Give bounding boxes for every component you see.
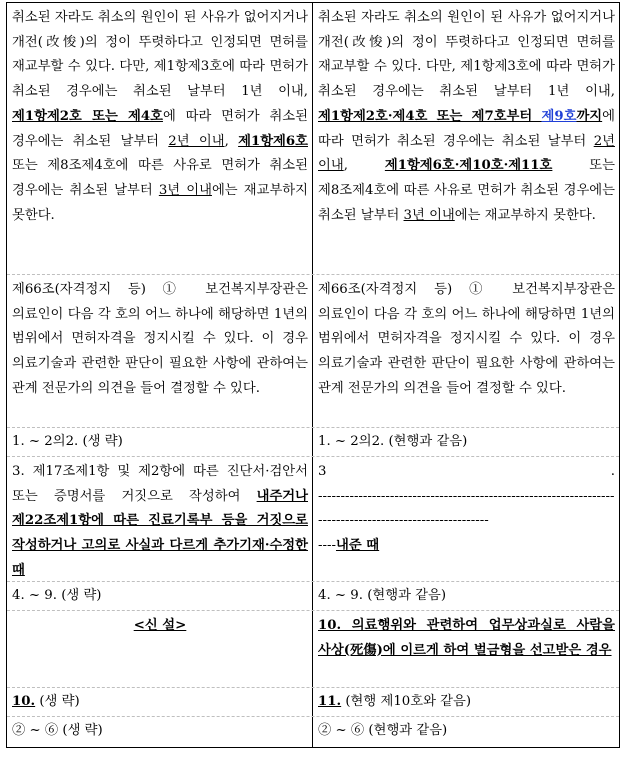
revised-text-cell: 1. ~ 2의2. (현행과 같음) <box>318 434 468 449</box>
underlined-text: 3년 이내 <box>403 207 455 223</box>
revised-text-cell <box>313 611 619 687</box>
revised-text-cell <box>313 3 619 274</box>
current-text-cell <box>7 457 313 581</box>
underlined-text: 2년 이내 <box>168 133 225 149</box>
underlined-text: 내준 때 <box>335 538 380 554</box>
revised-text-cell <box>313 457 619 581</box>
underlined-text: 2년 이내 <box>318 133 615 174</box>
current-text-cell: 4. ~ 9. (생 략) <box>7 582 313 610</box>
text-segment: (현행 제10호와 같음) <box>341 694 472 709</box>
table-row <box>7 688 619 717</box>
text-segment: 에 따라 면허가 취소된 경우에는 취소된 날부터 <box>12 108 308 149</box>
unchanged-text-dashes: -------------------------------------------------------------------------------------------------------- <box>318 488 615 529</box>
table-row <box>7 457 619 582</box>
revised-text-cell: ② ~ ⑥ (현행과 같음) <box>318 723 448 738</box>
text-segment: 3. 제17조제1항 및 제2항에 따른 진단서·검안서 또는 증명서를 거짓으로 작성하여 <box>12 464 308 504</box>
revised-text-cell: 제66조(자격정지 등) ① 보건복지부장관은 의료인이 다음 각 호의 어느 하나에 해당하면 1년의 범위에서 면허자격을 정지시킬 수 있다. 이 경우 의료기술과 관련한 판단이 필요한 사항에 관하여는 관계 전문가의 의견을 들어 결정할 수 있다. <box>318 282 615 396</box>
table-row <box>7 3 619 275</box>
revised-text-cell: 4. ~ 9. (현행과 같음) <box>318 588 447 603</box>
table-row <box>7 275 619 428</box>
revised-text-cell <box>313 688 619 716</box>
table-row <box>7 582 619 611</box>
underlined-text: 10. 의료행위와 관련하여 업무상과실로 사람을 사상(死傷)에 이르게 하여 벌금형을 선고받은 경우 <box>318 618 615 658</box>
underlined-text: 까지 <box>576 108 603 124</box>
highlighted-text: 제9호 <box>541 108 577 124</box>
underlined-text: 11. <box>318 694 342 709</box>
item-number: 3 <box>318 464 327 479</box>
underlined-text: 3년 이내 <box>158 182 212 198</box>
current-text-cell: 1. ~ 2의2. (생 략) <box>7 428 313 456</box>
table-row <box>7 611 619 688</box>
text-segment: , <box>343 158 385 174</box>
changed-text-line <box>318 534 615 559</box>
text-segment: 또는 제8조제4호에 따른 사유로 면허가 취소된 경우에는 취소된 날부터 <box>12 158 308 198</box>
text-segment: 에는 재교부하지 못한다. <box>454 207 596 223</box>
table-row <box>7 717 619 747</box>
text-segment: 에 따라 면허가 취소된 경우에는 취소된 날부터 <box>318 108 615 149</box>
text-segment: , <box>224 133 239 149</box>
text-segment: 또는 제8조제4호에 따른 사유로 면허가 취소된 경우에는 취소된 날부터 <box>318 158 615 223</box>
item-number-line <box>318 460 615 485</box>
table-row <box>7 428 619 457</box>
new-provision-marker: <신 설> <box>133 618 187 633</box>
comparison-table <box>6 2 620 748</box>
current-text-cell <box>7 611 313 687</box>
text-segment: (생 략) <box>35 694 80 709</box>
underlined-text: 제1항제6호 <box>238 133 308 149</box>
current-text-cell: 제66조(자격정지 등) ① 보건복지부장관은 의료인이 다음 각 호의 어느 하나에 해당하면 1년의 범위에서 면허자격을 정지시킬 수 있다. 이 경우 의료기술과 관련한 판단이 필요한 사항에 관하여는 관계 전문가의 의견을 들어 결정할 수 있다. <box>7 275 313 427</box>
period-mark: . <box>610 464 615 479</box>
underlined-text: 제1항제2호·제4호 또는 제7호부터 <box>318 108 542 124</box>
underlined-text: 10. <box>12 694 36 709</box>
current-text-cell <box>7 688 313 716</box>
dash-segment: ---- <box>318 538 336 554</box>
underlined-text: 내주거나 제22조제1항에 따른 진료기록부 등을 거짓으로 작성하거나 고의로 사실과 다르게 추가기재·수정한 때 <box>12 488 308 578</box>
text-segment: 취소된 자라도 취소의 원인이 된 사유가 없어지거나 개전(改悛)의 정이 뚜렷하다고 인정되면 면허를 재교부할 수 있다. 다만, 제1항제3호에 따라 면허가 취소된 경우에는 취소된 날부터 1년 이내, <box>318 10 615 100</box>
current-text-cell: ② ~ ⑥ (생 략) <box>7 717 313 747</box>
underlined-text: 제1항제6호·제10호·제11호 <box>384 158 553 174</box>
text-segment: 취소된 자라도 취소의 원인이 된 사유가 없어지거나 개전(改悛)의 정이 뚜렷하다고 인정되면 면허를 재교부할 수 있다. 다만, 제1항제3호에 따라 면허가 취소된 경우에는 취소된 날부터 1년 이내, <box>12 10 308 100</box>
text-segment: 에는 재교부하지 못한다. <box>12 182 308 223</box>
underlined-text: 제1항제2호 또는 제4호 <box>12 108 163 124</box>
current-text-cell <box>7 3 313 274</box>
